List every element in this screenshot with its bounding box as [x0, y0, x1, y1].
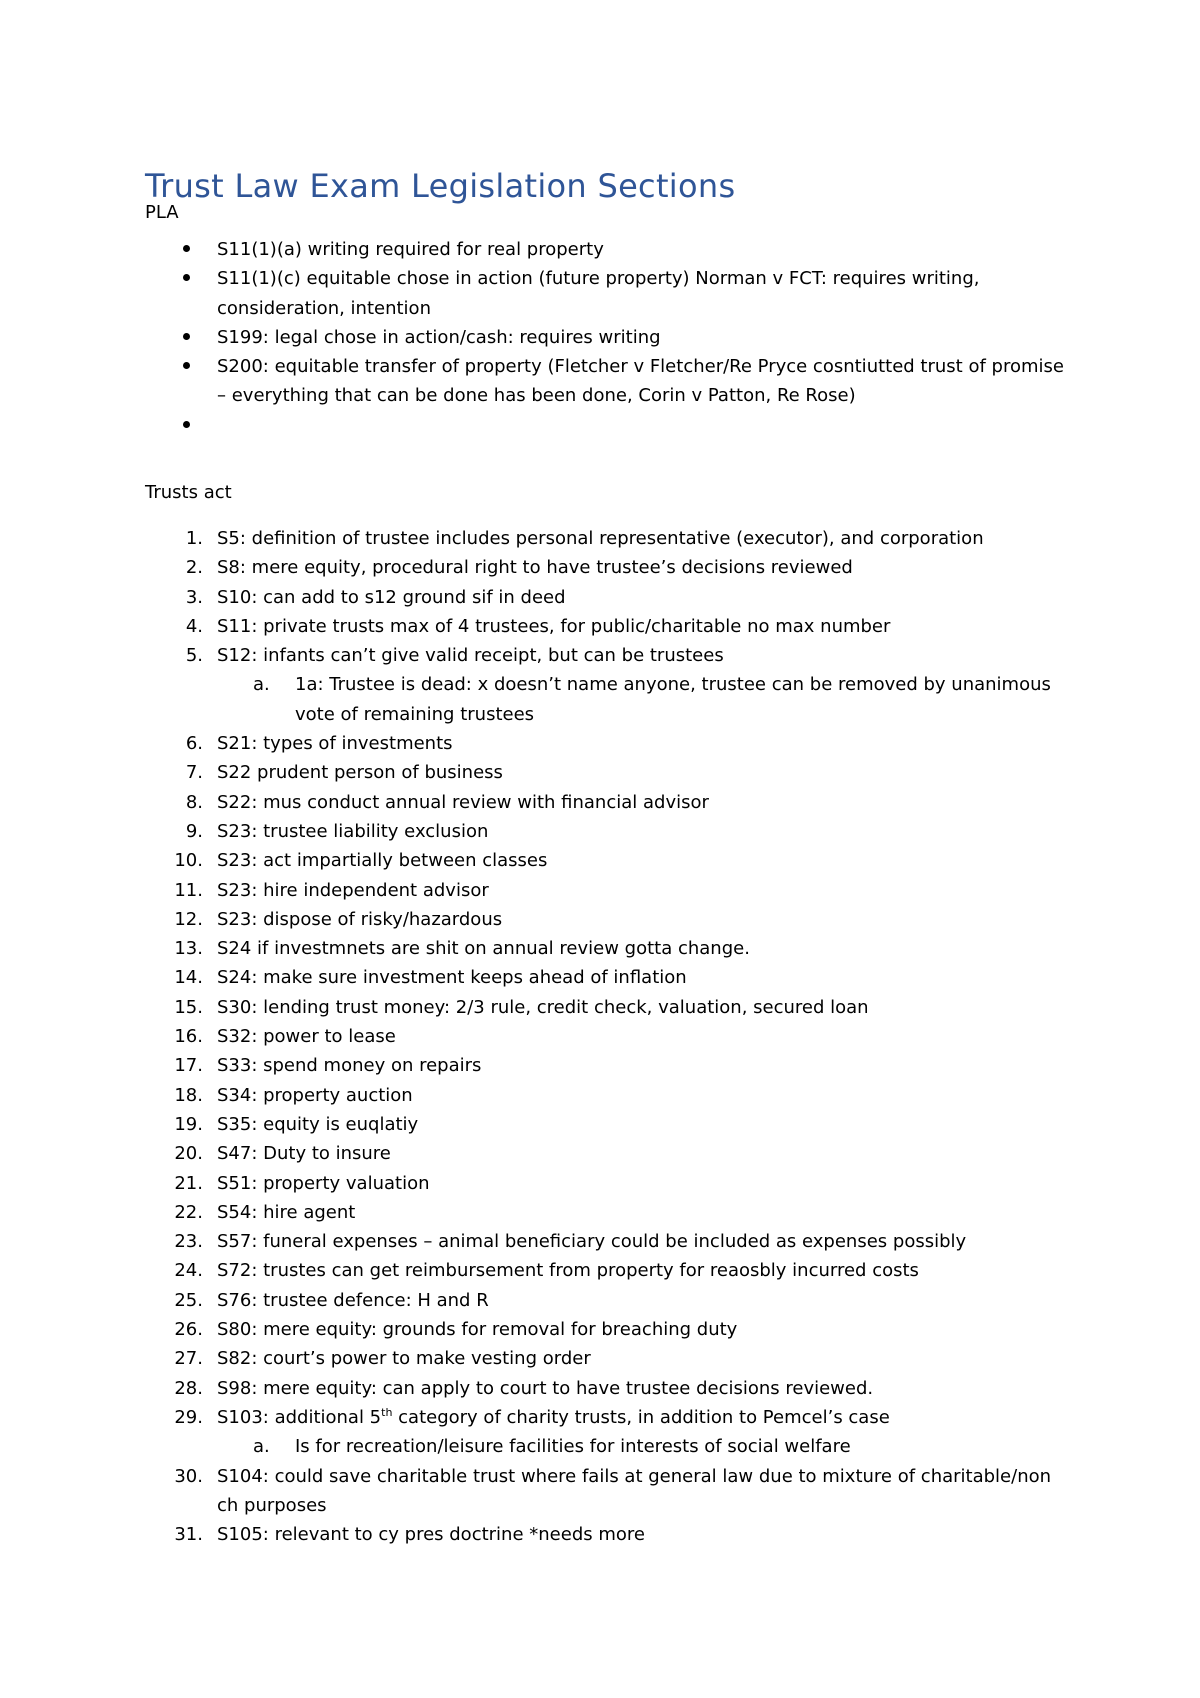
section-heading-trusts-act: Trusts act: [145, 482, 232, 503]
document-title: Trust Law Exam Legislation Sections: [145, 167, 736, 205]
list-number: 8.: [185, 791, 203, 813]
list-item: 8. S22: mus conduct annual review with financial advisor: [145, 788, 1075, 817]
list-number: 9.: [185, 820, 203, 842]
list-item: [145, 411, 1075, 440]
list-number: 1.: [185, 528, 203, 549]
list-item: 1. S5: definition of trustee includes personal representative (executor), and corporation: [145, 524, 1075, 553]
list-item: S199: legal chose in action/cash: requires writing: [145, 323, 1075, 352]
list-item: S11(1)(c) equitable chose in action (future property) Norman v FCT: requires writing, consideration, intention: [145, 264, 1075, 323]
list-item: 22. S54: hire agent: [145, 1198, 1075, 1227]
list-item: 27. S82: court’s power to make vesting order: [145, 1344, 1075, 1373]
list-item: 13. S24 if investmnets are shit on annual review gotta change.: [145, 934, 1075, 963]
list-number: 13.: [174, 938, 203, 960]
list-item: 9. S23: trustee liability exclusion: [145, 817, 1075, 846]
list-number: 16.: [174, 1026, 203, 1048]
list-item: 14. S24: make sure investment keeps ahead of inflation: [145, 963, 1075, 992]
list-number: 7.: [185, 762, 203, 784]
list-item: 4. S11: private trusts max of 4 trustees, for public/charitable no max number: [145, 612, 1075, 641]
list-number: 17.: [174, 1055, 203, 1077]
list-item: 18. S34: property auction: [145, 1081, 1075, 1110]
bullet-icon: [183, 352, 195, 381]
list-number: 15.: [174, 996, 203, 1018]
list-number: 10.: [174, 850, 203, 872]
list-item: 21. S51: property valuation: [145, 1169, 1075, 1198]
list-number: 29.: [174, 1406, 203, 1428]
list-item: [145, 1403, 1075, 1462]
list-item: 5. S12: infants can’t give valid receipt, but can be trustees a. 1a: Trustee is dead: x doesn’t name anyone, trustee can be removed by unanimous vote of remaining trustees: [145, 641, 1075, 729]
sub-list-letter: a.: [253, 1436, 270, 1458]
list-item: 7. S22 prudent person of business: [145, 758, 1075, 787]
list-item: 23. S57: funeral expenses – animal beneficiary could be included as expenses possibly: [145, 1227, 1075, 1256]
list-number: 3.: [185, 586, 203, 608]
sub-list-item: a. 1a: Trustee is dead: x doesn’t name anyone, trustee can be removed by unanimous vote of remaining trustees: [145, 670, 1075, 729]
list-number: 4.: [185, 615, 203, 637]
sub-list-letter: a.: [253, 674, 270, 696]
trusts-act-numbered-list: [145, 524, 1075, 1549]
list-item: 28. S98: mere equity: can apply to court to have trustee decisions reviewed.: [145, 1374, 1075, 1403]
list-item: 6. S21: types of investments: [145, 729, 1075, 758]
list-item: 12. S23: dispose of risky/hazardous: [145, 905, 1075, 934]
list-item: 31. S105: relevant to cy pres doctrine *needs more: [145, 1520, 1075, 1549]
list-number: 24.: [174, 1260, 203, 1282]
item-text-start: S103: additional 5: [217, 1406, 382, 1428]
list-number: 28.: [174, 1377, 203, 1399]
list-item: 19. S35: equity is euqlatiy: [145, 1110, 1075, 1139]
item-text-end: category of charity trusts, in addition to Pemcel’s case: [392, 1406, 890, 1428]
list-number: 30.: [174, 1465, 203, 1487]
list-number: 20.: [174, 1143, 203, 1165]
list-number: 18.: [174, 1084, 203, 1106]
list-item: 10. S23: act impartially between classes: [145, 846, 1075, 875]
list-number: 22.: [174, 1201, 203, 1223]
list-number: 6.: [185, 733, 203, 755]
list-number: 19.: [174, 1113, 203, 1135]
list-number: 25.: [174, 1289, 203, 1311]
list-number: 27.: [174, 1348, 203, 1370]
list-item: 11. S23: hire independent advisor: [145, 876, 1075, 905]
list-number: 5.: [185, 645, 203, 667]
list-item: S200: equitable transfer of property (Fletcher v Fletcher/Re Pryce cosntiutted trust of promise – everything that can be done has been done, Corin v Patton, Re Rose): [145, 352, 1075, 411]
list-number: 23.: [174, 1231, 203, 1253]
sub-list: [217, 670, 1075, 729]
list-item: 17. S33: spend money on repairs: [145, 1051, 1075, 1080]
superscript-ordinal: th: [381, 1405, 393, 1419]
list-item: 24. S72: trustes can get reimbursement from property for reaosbly incurred costs: [145, 1256, 1075, 1285]
list-number: 21.: [174, 1172, 203, 1194]
list-number: 26.: [174, 1319, 203, 1341]
list-number: 11.: [174, 879, 203, 901]
list-number: 14.: [174, 967, 203, 989]
list-number: 2.: [185, 557, 203, 579]
list-number: 31.: [174, 1524, 203, 1546]
sub-list: [217, 1432, 1075, 1461]
section-heading-pla: PLA: [145, 202, 179, 223]
bullet-icon: [183, 411, 195, 440]
list-item: 20. S47: Duty to insure: [145, 1139, 1075, 1168]
list-item: 16. S32: power to lease: [145, 1022, 1075, 1051]
list-item: S11(1)(a) writing required for real property: [145, 235, 1075, 264]
list-item: 3. S10: can add to s12 ground sif in deed: [145, 583, 1075, 612]
list-number: 12.: [174, 908, 203, 930]
bullet-icon: [183, 264, 195, 293]
list-item: 25. S76: trustee defence: H and R: [145, 1286, 1075, 1315]
bullet-icon: [183, 235, 195, 264]
list-item: 15. S30: lending trust money: 2/3 rule, credit check, valuation, secured loan: [145, 993, 1075, 1022]
list-item: 30. S104: could save charitable trust where fails at general law due to mixture of charitable/non ch purposes: [145, 1462, 1075, 1521]
list-item: 2. S8: mere equity, procedural right to have trustee’s decisions reviewed: [145, 553, 1075, 582]
pla-bullet-list: [145, 235, 1075, 440]
bullet-icon: [183, 323, 195, 352]
list-item: 26. S80: mere equity: grounds for removal for breaching duty: [145, 1315, 1075, 1344]
sub-list-item: a. Is for recreation/leisure facilities for interests of social welfare: [145, 1432, 1075, 1461]
